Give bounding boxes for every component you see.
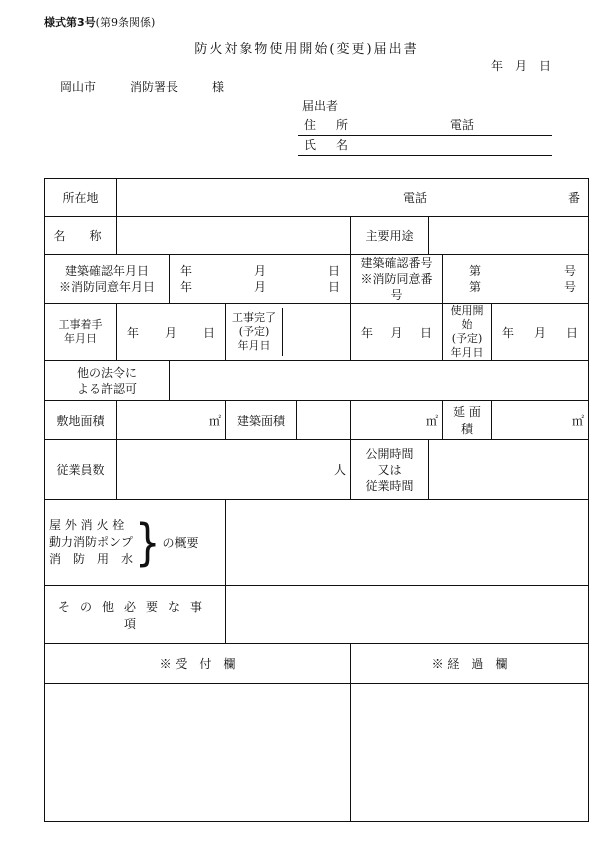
row-fire-equipment bbox=[45, 500, 589, 586]
site-area-label: 敷地面積 bbox=[45, 401, 117, 440]
reception-field[interactable] bbox=[45, 684, 351, 822]
build-date-field[interactable]: 年 月 日 年 月 日 bbox=[170, 255, 351, 304]
use-start-field[interactable]: 年 月 日 bbox=[492, 304, 589, 361]
location-ban-label: 番 bbox=[568, 191, 581, 205]
build-no-label: 建築確認番号 ※消防同意番号 bbox=[351, 255, 443, 304]
open-hours-label: 公開時間 又は 従業時間 bbox=[351, 440, 429, 500]
address-label: 住 所 bbox=[304, 118, 353, 132]
name-cell-field[interactable] bbox=[117, 217, 351, 255]
row-employees bbox=[45, 440, 589, 500]
chief-title: 消防署長 bbox=[130, 80, 179, 94]
location-field[interactable] bbox=[117, 179, 589, 217]
site-area-field[interactable]: ㎡ bbox=[117, 401, 226, 440]
row-build-confirmation bbox=[45, 255, 589, 304]
row-office-headers bbox=[45, 644, 589, 684]
building-area-label: 建築面積 bbox=[226, 401, 297, 439]
brace-icon: } bbox=[135, 513, 161, 572]
row-other-matters bbox=[45, 586, 589, 644]
location-phone-label: 電話 bbox=[403, 191, 428, 205]
open-hours-field[interactable] bbox=[429, 440, 589, 500]
addressee bbox=[60, 78, 258, 95]
building-area-field[interactable]: ㎡ bbox=[351, 401, 443, 440]
fire-equipment-label: 屋 外 消 火 栓 動力消防ポンプ 消 防 用 水 } の概要 bbox=[45, 500, 226, 586]
submission-date: 年 月 日 bbox=[490, 59, 551, 73]
employees-field[interactable]: 人 bbox=[117, 440, 351, 500]
row-office-use bbox=[45, 684, 589, 822]
row-construction-dates bbox=[45, 304, 589, 361]
city-name: 岡山市 bbox=[60, 80, 97, 94]
reception-label: ※ 受 付 欄 bbox=[45, 644, 351, 684]
form-number: 様式第3号(第9条関係) bbox=[44, 16, 156, 29]
document-title: 防火対象物使用開始(変更)届出書 bbox=[194, 42, 419, 57]
row-name bbox=[45, 217, 589, 255]
complete-cell bbox=[226, 304, 351, 361]
complete-label: 工事完了 (予定) 年月日 bbox=[226, 308, 283, 356]
building-area-cell bbox=[226, 401, 351, 440]
complete-field-left[interactable] bbox=[283, 308, 350, 356]
build-no-field[interactable]: 第 号 第 号 bbox=[443, 255, 589, 304]
row-other-law bbox=[45, 361, 589, 401]
other-law-label: 他の法令に よる許認可 bbox=[45, 361, 170, 401]
honorific: 様 bbox=[212, 80, 225, 94]
floor-area-field[interactable]: ㎡ bbox=[492, 401, 589, 440]
start-label: 工事着手 年月日 bbox=[45, 304, 117, 361]
name-cell-label: 名 称 bbox=[45, 217, 117, 255]
phone-label: 電話 bbox=[450, 118, 475, 132]
progress-field[interactable] bbox=[351, 684, 589, 822]
address-field[interactable] bbox=[298, 116, 552, 136]
main-use-label: 主要用途 bbox=[351, 217, 429, 255]
row-area bbox=[45, 401, 589, 440]
progress-label: ※ 経 過 欄 bbox=[351, 644, 589, 684]
complete-field[interactable]: 年 月 日 bbox=[351, 304, 443, 361]
use-start-label: 使用開始 (予定) 年月日 bbox=[443, 304, 492, 361]
location-label: 所在地 bbox=[45, 179, 117, 217]
building-area-field-left[interactable] bbox=[297, 401, 350, 439]
floor-area-label: 延 面 積 bbox=[443, 401, 492, 440]
main-use-field[interactable] bbox=[429, 217, 589, 255]
row-location bbox=[45, 179, 589, 217]
applicant-label: 届出者 bbox=[302, 99, 339, 113]
other-matters-field[interactable] bbox=[226, 586, 589, 644]
other-matters-label: その他必要な事項 bbox=[45, 586, 226, 644]
employees-label: 従業員数 bbox=[45, 440, 117, 500]
application-form-table bbox=[44, 178, 589, 822]
fire-equipment-field[interactable] bbox=[226, 500, 589, 586]
name-label: 氏 名 bbox=[304, 138, 353, 152]
build-date-label: 建築確認年月日 ※消防同意年月日 bbox=[45, 255, 170, 304]
start-field[interactable]: 年 月 日 bbox=[117, 304, 226, 361]
other-law-field[interactable] bbox=[170, 361, 589, 401]
name-field[interactable] bbox=[298, 136, 552, 156]
